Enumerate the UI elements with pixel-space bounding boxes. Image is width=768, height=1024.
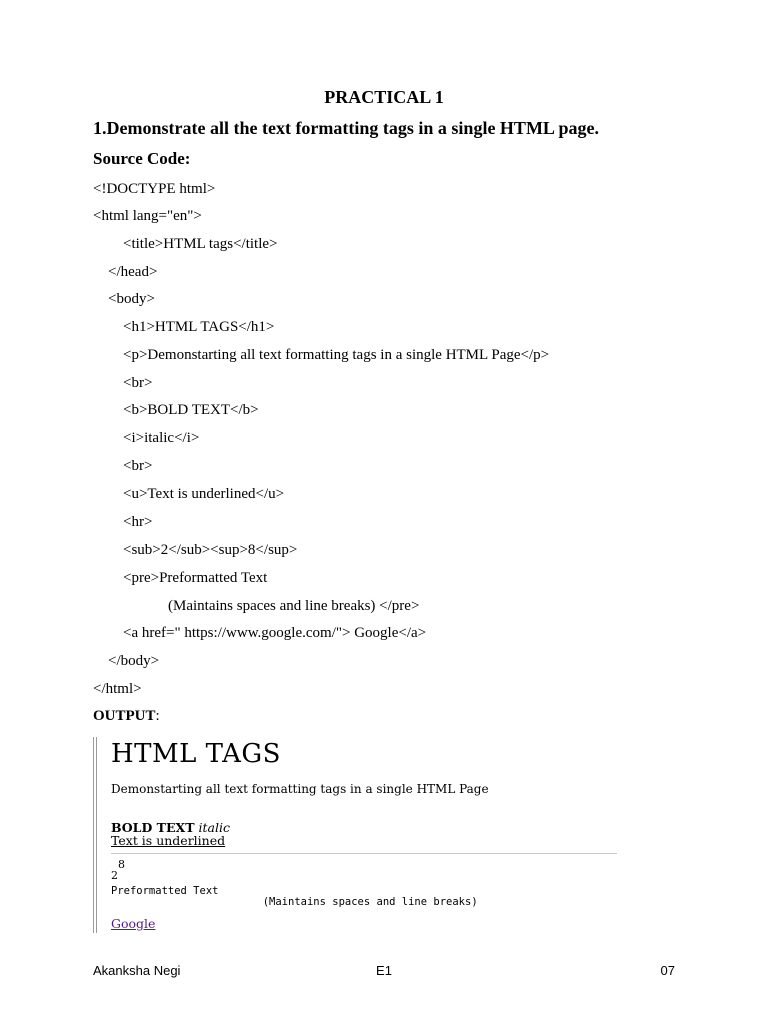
output-bold: BOLD TEXT [111, 820, 195, 835]
question-heading: 1.Demonstrate all the text formatting tags in a single HTML page. [93, 118, 599, 138]
footer-page-number: 07 [660, 963, 675, 978]
code-line: </body> [93, 653, 160, 669]
code-line: <html lang="en"> [93, 208, 202, 224]
code-line: <hr> [93, 514, 153, 530]
code-line: <u>Text is underlined</u> [93, 486, 285, 502]
code-line: <title>HTML tags</title> [93, 236, 278, 252]
output-paragraph: Demonstarting all text formatting tags in a single HTML Page [111, 782, 489, 796]
output-pre-line1: Preformatted Text [111, 885, 219, 897]
code-line: <pre>Preformatted Text [93, 570, 268, 586]
output-underlined: Text is underlined [111, 833, 226, 848]
code-line: </html> [93, 681, 142, 697]
output-screenshot [93, 737, 623, 933]
code-line: <i>italic</i> [93, 430, 200, 446]
output-sub-sup [111, 858, 125, 882]
output-horizontal-rule [111, 853, 617, 854]
screenshot-left-border [93, 737, 97, 933]
output-label: OUTPUT [93, 708, 156, 724]
output-label-suffix: : [155, 708, 160, 724]
output-italic: italic [198, 820, 230, 835]
output-heading [93, 708, 160, 725]
code-line: (Maintains spaces and line breaks) </pre> [93, 598, 420, 614]
output-subscript: 2 [111, 869, 118, 882]
output-preformatted [111, 886, 478, 908]
output-pre-line2: (Maintains spaces and line breaks) [111, 896, 478, 908]
footer-section: E1 [376, 963, 392, 978]
source-code-heading: Source Code: [93, 149, 191, 168]
code-line: <a href=" https://www.google.com/"> Google</a> [93, 625, 427, 641]
code-line: <sub>2</sub><sup>8</sup> [93, 542, 298, 558]
code-line: <body> [93, 291, 155, 307]
code-line: <br> [93, 375, 153, 391]
footer-author: Akanksha Negi [93, 963, 181, 978]
code-line: <b>BOLD TEXT</b> [93, 402, 259, 418]
code-line: </head> [93, 264, 158, 280]
page-title: PRACTICAL 1 [324, 87, 444, 107]
output-h1: HTML TAGS [111, 739, 281, 769]
code-line: <br> [93, 458, 153, 474]
output-superscript: 8 [118, 858, 125, 871]
code-line: <h1>HTML TAGS</h1> [93, 319, 275, 335]
output-google-link[interactable]: Google [111, 916, 156, 931]
code-line: <p>Demonstarting all text formatting tags in a single HTML Page</p> [93, 347, 550, 363]
code-line: <!DOCTYPE html> [93, 181, 216, 197]
